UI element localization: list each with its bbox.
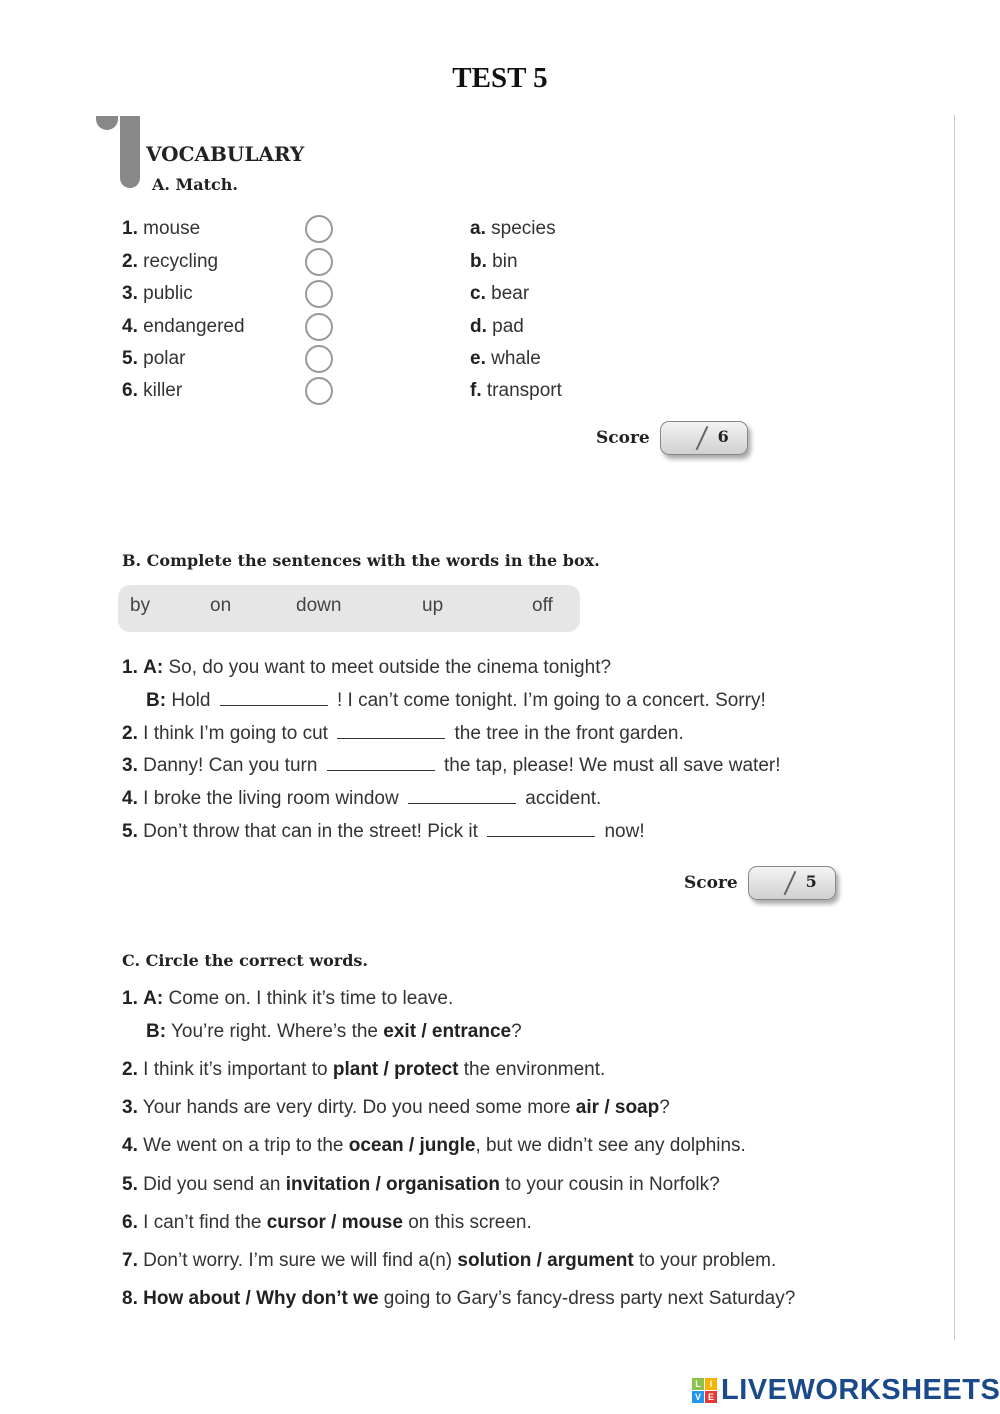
speaker-label: B: — [146, 1021, 167, 1042]
sentence-text: I can’t find the — [137, 1212, 267, 1233]
answer-blank[interactable] — [487, 835, 595, 837]
item-letter: c. — [470, 283, 486, 304]
item-word: transport — [486, 380, 562, 401]
exercise-b-heading: B. Complete the sentences with the words in the box. — [122, 551, 600, 570]
sentence — [122, 1097, 670, 1119]
item-letter: a. — [470, 218, 486, 239]
word-choice[interactable]: How about / Why don’t we — [143, 1288, 379, 1309]
match-right-item — [470, 316, 524, 338]
score-total: 6 — [717, 427, 729, 446]
score-box[interactable] — [748, 866, 836, 900]
item-word: bear — [491, 283, 530, 304]
word: on — [210, 595, 232, 616]
answer-circle[interactable] — [305, 248, 333, 276]
sentence — [122, 1250, 776, 1272]
sentence — [122, 1212, 532, 1234]
match-right-item — [470, 283, 529, 305]
sentence — [122, 821, 645, 843]
item-word: killer — [143, 380, 183, 401]
answer-blank[interactable] — [327, 769, 435, 771]
logo-letter: E — [705, 1391, 717, 1403]
item-word: whale — [491, 348, 541, 369]
sentence-text: now! — [604, 821, 645, 842]
item-word: polar — [143, 348, 186, 369]
sentence-text: the environment. — [458, 1059, 606, 1080]
item-number: 7. — [122, 1250, 138, 1271]
sentence-text: the tap, please! We must all save water! — [443, 755, 781, 776]
answer-circle[interactable] — [305, 215, 333, 243]
score-label: Score — [684, 873, 738, 893]
word-choice[interactable]: plant / protect — [332, 1059, 459, 1080]
sentence-text: accident. — [525, 788, 602, 809]
item-letter: b. — [470, 251, 487, 272]
sentence — [122, 1174, 720, 1196]
sentence-text: You’re right. Where’s the — [166, 1021, 384, 1042]
sentence-text: So, do you want to meet outside the cinema tonight? — [163, 657, 612, 678]
item-number: 4. — [122, 1135, 138, 1156]
section-tab-decoration — [96, 116, 118, 130]
item-letter: d. — [470, 316, 487, 337]
word-choice[interactable]: ocean / jungle — [348, 1135, 476, 1156]
item-number: 6. — [122, 380, 138, 401]
item-number: 5. — [122, 348, 138, 369]
word: by — [130, 595, 151, 616]
sentence-text: Don’t throw that can in the street! Pick it — [137, 821, 478, 842]
sentence-text: on this screen. — [402, 1212, 532, 1233]
match-right-item — [470, 251, 518, 273]
item-word: endangered — [143, 316, 245, 337]
sentence-text: I broke the living room window — [137, 788, 399, 809]
word-choice[interactable]: solution / argument — [457, 1250, 634, 1271]
word-choice[interactable]: exit / entrance — [383, 1021, 512, 1042]
score-box[interactable] — [660, 421, 748, 455]
sentence-text: ? — [511, 1021, 522, 1042]
match-left-item — [122, 380, 182, 402]
answer-blank[interactable] — [408, 802, 516, 804]
sentence — [122, 988, 453, 1010]
item-number: 5. — [122, 1174, 138, 1195]
item-number: 1. — [122, 988, 138, 1009]
sentence-text: the tree in the front garden. — [454, 723, 684, 744]
match-left-item — [122, 316, 245, 338]
word-choice[interactable]: cursor / mouse — [266, 1212, 403, 1233]
sentence-text: Did you send an — [137, 1174, 286, 1195]
exercise-a-heading: A. Match. — [152, 175, 238, 194]
section-heading: VOCABULARY — [146, 142, 305, 166]
sentence-text: I think it’s important to — [137, 1059, 333, 1080]
item-word: species — [491, 218, 556, 239]
sentence-text: We went on a trip to the — [137, 1135, 349, 1156]
match-left-item — [122, 283, 193, 305]
word-choice[interactable]: air / soap — [575, 1097, 660, 1118]
item-number: 1. — [122, 218, 138, 239]
sentence-text: to your problem. — [633, 1250, 777, 1271]
item-number: 8. — [122, 1288, 138, 1309]
logo-letter: L — [692, 1378, 704, 1390]
match-right-item — [470, 218, 556, 240]
item-word: public — [143, 283, 193, 304]
item-number: 2. — [122, 723, 138, 744]
score-label: Score — [596, 428, 650, 448]
answer-circle[interactable] — [305, 313, 333, 341]
sentence — [146, 1021, 522, 1043]
sentence-text: , but we didn’t see any dolphins. — [475, 1135, 746, 1156]
word-choice[interactable]: invitation / organisation — [285, 1174, 501, 1195]
item-number: 5. — [122, 821, 138, 842]
sentence-text: Don’t worry. I’m sure we will find a(n) — [137, 1250, 458, 1271]
sentence — [122, 1135, 746, 1157]
item-number: 3. — [122, 283, 138, 304]
item-number: 2. — [122, 251, 138, 272]
item-word: recycling — [143, 251, 219, 272]
sentence — [122, 657, 611, 679]
answer-blank[interactable] — [337, 737, 445, 739]
logo-icon — [692, 1378, 717, 1403]
score-a — [596, 421, 748, 455]
item-letter: e. — [470, 348, 486, 369]
item-number: 1. — [122, 657, 138, 678]
match-left-item — [122, 218, 200, 240]
sentence — [122, 788, 601, 810]
score-b — [684, 866, 836, 900]
answer-circle[interactable] — [305, 345, 333, 373]
sentence — [122, 723, 684, 745]
match-left-item — [122, 348, 185, 370]
exercise-c-heading: C. Circle the correct words. — [122, 951, 368, 970]
match-right-item — [470, 348, 541, 370]
match-left-item — [122, 251, 218, 273]
sentence-text: ! I can’t come tonight. I’m going to a concert. Sorry! — [336, 690, 766, 711]
answer-blank[interactable] — [220, 704, 328, 706]
sentence-text: going to Gary’s fancy-dress party next Saturday? — [378, 1288, 796, 1309]
sentence — [122, 1059, 605, 1081]
item-word: bin — [492, 251, 518, 272]
item-number: 4. — [122, 788, 138, 809]
sentence — [146, 690, 766, 712]
item-word: pad — [492, 316, 524, 337]
sentence-text: I think I’m going to cut — [137, 723, 328, 744]
section-tab-decoration — [120, 116, 140, 188]
sentence — [122, 1288, 795, 1310]
sentence — [122, 755, 781, 777]
sentence-text: Your hands are very dirty. Do you need some more — [137, 1097, 576, 1118]
margin-line — [954, 115, 955, 1340]
answer-circle[interactable] — [305, 377, 333, 405]
word: up — [422, 595, 444, 616]
item-number: 4. — [122, 316, 138, 337]
item-letter: f. — [470, 380, 482, 401]
answer-circle[interactable] — [305, 280, 333, 308]
liveworksheets-logo — [692, 1374, 1000, 1407]
sentence-text: ? — [659, 1097, 670, 1118]
logo-text: LIVEWORKSHEETS — [721, 1374, 1000, 1406]
sentence-text: to your cousin in Norfolk? — [500, 1174, 720, 1195]
item-number: 3. — [122, 1097, 138, 1118]
speaker-label: A: — [143, 988, 164, 1009]
word: off — [532, 595, 553, 616]
word-box — [118, 585, 580, 632]
item-number: 3. — [122, 755, 138, 776]
word: down — [296, 595, 342, 616]
item-number: 6. — [122, 1212, 138, 1233]
sentence-text: Danny! Can you turn — [137, 755, 318, 776]
score-total: 5 — [805, 872, 817, 891]
sentence-text: Come on. I think it’s time to leave. — [163, 988, 454, 1009]
speaker-label: B: — [146, 690, 167, 711]
item-word: mouse — [143, 218, 201, 239]
logo-letter: I — [705, 1378, 717, 1390]
logo-letter: V — [692, 1391, 704, 1403]
item-number: 2. — [122, 1059, 138, 1080]
speaker-label: A: — [143, 657, 164, 678]
page-title: TEST 5 — [452, 62, 548, 94]
sentence-text: Hold — [166, 690, 211, 711]
match-right-item — [470, 380, 562, 402]
